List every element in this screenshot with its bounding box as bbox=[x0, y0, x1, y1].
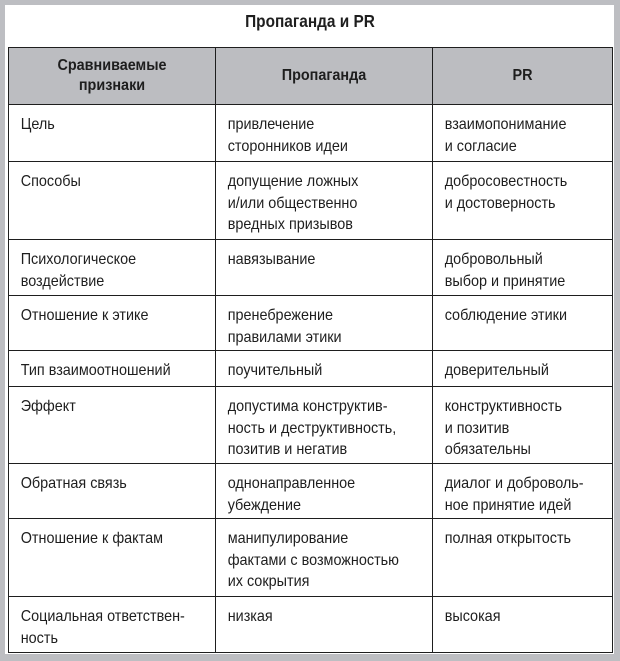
feature-cell: Тип взаимоотношений bbox=[9, 351, 216, 387]
propaganda-cell: допущение ложных и/или общественно вредных призывов bbox=[216, 162, 433, 240]
header-propaganda: Пропаганда bbox=[216, 48, 433, 105]
feature-cell: Психологическое воздействие bbox=[9, 240, 216, 296]
pr-cell: конструктивность и позитив обязательны bbox=[433, 387, 613, 464]
comparison-table bbox=[8, 47, 613, 653]
propaganda-cell: допустима конструктив- ность и деструктивность, позитив и негатив bbox=[216, 387, 433, 464]
table-row bbox=[9, 519, 613, 597]
table-row bbox=[9, 105, 613, 162]
propaganda-cell: навязывание bbox=[216, 240, 433, 296]
pr-cell: диалог и доброволь- ное принятие идей bbox=[433, 464, 613, 519]
propaganda-cell: привлечение сторонников идеи bbox=[216, 105, 433, 162]
table-row bbox=[9, 240, 613, 296]
pr-cell: доверительный bbox=[433, 351, 613, 387]
propaganda-cell: пренебрежение правилами этики bbox=[216, 296, 433, 351]
table-row bbox=[9, 597, 613, 653]
pr-cell: добровольный выбор и принятие bbox=[433, 240, 613, 296]
header-row bbox=[9, 48, 613, 105]
propaganda-cell: поучительный bbox=[216, 351, 433, 387]
feature-cell: Социальная ответствен- ность bbox=[9, 597, 216, 653]
header-features: Сравниваемые признаки bbox=[9, 48, 216, 105]
propaganda-cell: однонаправленное убеждение bbox=[216, 464, 433, 519]
table-title: Пропаганда и PR bbox=[245, 11, 375, 31]
feature-cell: Цель bbox=[9, 105, 216, 162]
feature-cell: Отношение к фактам bbox=[9, 519, 216, 597]
feature-cell: Эффект bbox=[9, 387, 216, 464]
pr-cell: взаимопонимание и согласие bbox=[433, 105, 613, 162]
pr-cell: высокая bbox=[433, 597, 613, 653]
table-row bbox=[9, 351, 613, 387]
pr-cell: добросовестность и достоверность bbox=[433, 162, 613, 240]
feature-cell: Способы bbox=[9, 162, 216, 240]
table-row bbox=[9, 162, 613, 240]
propaganda-cell: манипулирование фактами с возможностью их сокрытия bbox=[216, 519, 433, 597]
header-pr: PR bbox=[433, 48, 613, 105]
feature-cell: Отношение к этике bbox=[9, 296, 216, 351]
pr-cell: соблюдение этики bbox=[433, 296, 613, 351]
table-row bbox=[9, 296, 613, 351]
table-row bbox=[9, 464, 613, 519]
pr-cell: полная открытость bbox=[433, 519, 613, 597]
table-row bbox=[9, 387, 613, 464]
feature-cell: Обратная связь bbox=[9, 464, 216, 519]
propaganda-cell: низкая bbox=[216, 597, 433, 653]
